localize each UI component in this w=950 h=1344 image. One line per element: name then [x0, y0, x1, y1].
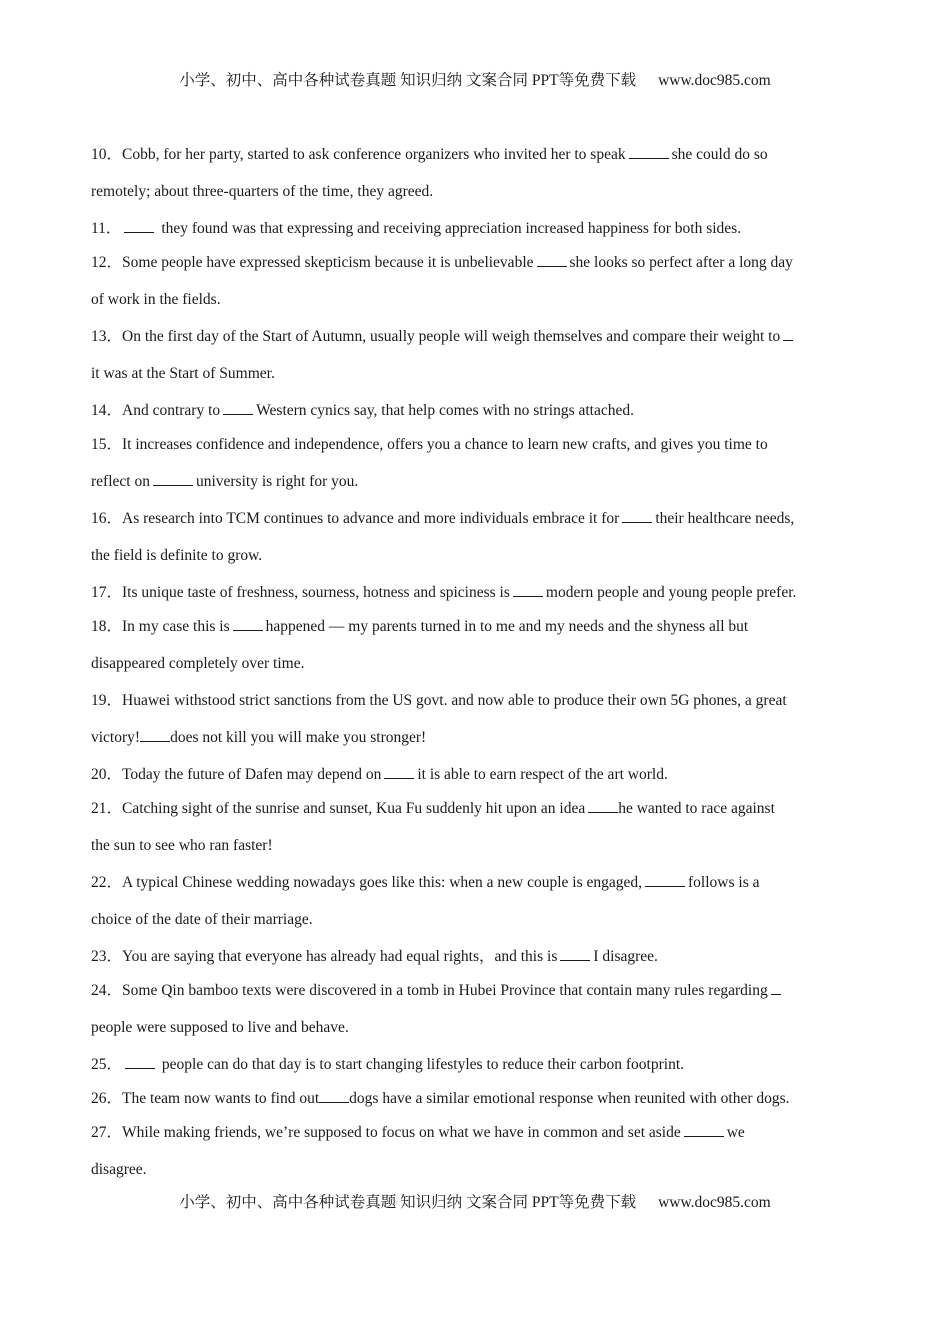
- question-line: 11． they found was that expressing and receiving appreciation increased happiness for both sides.: [91, 220, 742, 237]
- question-number: 20．: [91, 766, 123, 783]
- question-22: [91, 864, 866, 938]
- question-line: 22．A typical Chinese wedding nowadays goes like this: when a new couple is engaged, follows is a: [91, 874, 760, 891]
- question-line: remotely; about three-quarters of the time, they agreed.: [91, 183, 434, 200]
- question-number: 21．: [91, 800, 123, 817]
- page-footer: [0, 1190, 950, 1212]
- question-number: 16．: [91, 510, 123, 527]
- question-line: choice of the date of their marriage.: [91, 911, 313, 928]
- question-line: 23．You are saying that everyone has already had equal rights，and this is I disagree.: [91, 948, 658, 965]
- question-line: 17．Its unique taste of freshness, sourness, hotness and spiciness is modern people and young people prefer.: [91, 584, 797, 601]
- question-line: 27．While making friends, we’re supposed to focus on what we have in common and set aside we: [91, 1124, 745, 1141]
- question-10: [91, 136, 866, 210]
- answer-blank[interactable]: [783, 326, 793, 341]
- question-line: 13．On the first day of the Start of Autumn, usually people will weigh themselves and compare their weight to: [91, 318, 866, 355]
- question-number: 19．: [91, 692, 123, 709]
- footer-text: 小学、初中、高中各种试卷真题 知识归纳 文案合同 PPT等免费下载: [179, 1194, 637, 1211]
- answer-blank[interactable]: [560, 946, 590, 961]
- question-16: [91, 500, 866, 574]
- answer-blank[interactable]: [223, 400, 253, 415]
- answer-blank[interactable]: [645, 872, 685, 887]
- question-line: disagree.: [91, 1161, 147, 1178]
- answer-blank[interactable]: [771, 980, 781, 995]
- answer-blank[interactable]: [384, 764, 414, 779]
- question-number: 13．: [91, 328, 123, 345]
- question-line: 20．Today the future of Dafen may depend on it is able to earn respect of the art world.: [91, 766, 668, 783]
- question-line: it was at the Start of Summer.: [91, 365, 275, 382]
- question-number: 25．: [91, 1056, 123, 1073]
- question-18: [91, 608, 866, 682]
- question-26: [91, 1080, 866, 1114]
- question-27: [91, 1114, 866, 1188]
- question-line: victory! does not kill you will make you stronger!: [91, 729, 427, 746]
- question-line: 21．Catching sight of the sunrise and sunset, Kua Fu suddenly hit upon an idea he wanted to race against: [91, 800, 775, 817]
- question-line: 12．Some people have expressed skepticism because it is unbelievable she looks so perfect after a long day: [91, 254, 793, 271]
- question-line: 24．Some Qin bamboo texts were discovered in a tomb in Hubei Province that contain many rules regarding: [91, 972, 866, 1009]
- question-line: 19．Huawei withstood strict sanctions from the US govt. and now able to produce their own 5G phones, a great: [91, 692, 787, 709]
- question-14: [91, 392, 866, 426]
- question-20: [91, 756, 866, 790]
- question-number: 18．: [91, 618, 123, 635]
- question-line: the sun to see who ran faster!: [91, 837, 273, 854]
- question-line: reflect on university is right for you.: [91, 473, 359, 490]
- question-19: [91, 682, 866, 756]
- answer-blank[interactable]: [319, 1088, 349, 1103]
- question-number: 27．: [91, 1124, 123, 1141]
- question-number: 10．: [91, 146, 123, 163]
- question-line: 15．It increases confidence and independence, offers you a chance to learn new crafts, and gives you time to: [91, 436, 768, 453]
- question-number: 14．: [91, 402, 123, 419]
- question-list: [91, 136, 866, 1188]
- answer-blank[interactable]: [629, 144, 669, 159]
- question-line: 14．And contrary to Western cynics say, that help comes with no strings attached.: [91, 402, 634, 419]
- question-line: disappeared completely over time.: [91, 655, 305, 672]
- question-13: [91, 318, 866, 392]
- question-11: [91, 210, 866, 244]
- question-line: 25． people can do that day is to start changing lifestyles to reduce their carbon footprint.: [91, 1056, 684, 1073]
- question-number: 17．: [91, 584, 123, 601]
- question-line: 10．Cobb, for her party, started to ask conference organizers who invited her to speak she could do so: [91, 146, 768, 163]
- question-number: 12．: [91, 254, 123, 271]
- question-number: 22．: [91, 874, 123, 891]
- answer-blank[interactable]: [153, 471, 193, 486]
- answer-blank[interactable]: [513, 582, 543, 597]
- question-line: of work in the fields.: [91, 291, 221, 308]
- question-number: 11．: [91, 220, 122, 237]
- footer-site-link[interactable]: www.doc985.com: [658, 1194, 771, 1211]
- question-line: 16．As research into TCM continues to advance and more individuals embrace it for their healthcare needs,: [91, 510, 795, 527]
- question-21: [91, 790, 866, 864]
- answer-blank[interactable]: [684, 1122, 724, 1137]
- question-24: [91, 972, 866, 1046]
- question-line: 26．The team now wants to find out dogs have a similar emotional response when reunited with other dogs.: [91, 1090, 790, 1107]
- answer-blank[interactable]: [125, 1054, 155, 1069]
- page-header: [0, 68, 950, 90]
- answer-blank[interactable]: [140, 727, 170, 742]
- answer-blank[interactable]: [233, 616, 263, 631]
- question-23: [91, 938, 866, 972]
- question-15: [91, 426, 866, 500]
- question-17: [91, 574, 866, 608]
- question-number: 24．: [91, 982, 123, 999]
- question-12: [91, 244, 866, 318]
- question-25: [91, 1046, 866, 1080]
- answer-blank[interactable]: [537, 252, 567, 267]
- answer-blank[interactable]: [124, 218, 154, 233]
- question-number: 26．: [91, 1090, 123, 1107]
- question-line: 18．In my case this is happened — my parents turned in to me and my needs and the shyness all but: [91, 618, 749, 635]
- question-line: the field is definite to grow.: [91, 547, 263, 564]
- question-number: 15．: [91, 436, 123, 453]
- answer-blank[interactable]: [588, 798, 618, 813]
- question-line: people were supposed to live and behave.: [91, 1019, 349, 1036]
- answer-blank[interactable]: [622, 508, 652, 523]
- header-text: 小学、初中、高中各种试卷真题 知识归纳 文案合同 PPT等免费下载: [179, 72, 637, 89]
- header-site-link[interactable]: www.doc985.com: [658, 72, 771, 89]
- question-number: 23．: [91, 948, 123, 965]
